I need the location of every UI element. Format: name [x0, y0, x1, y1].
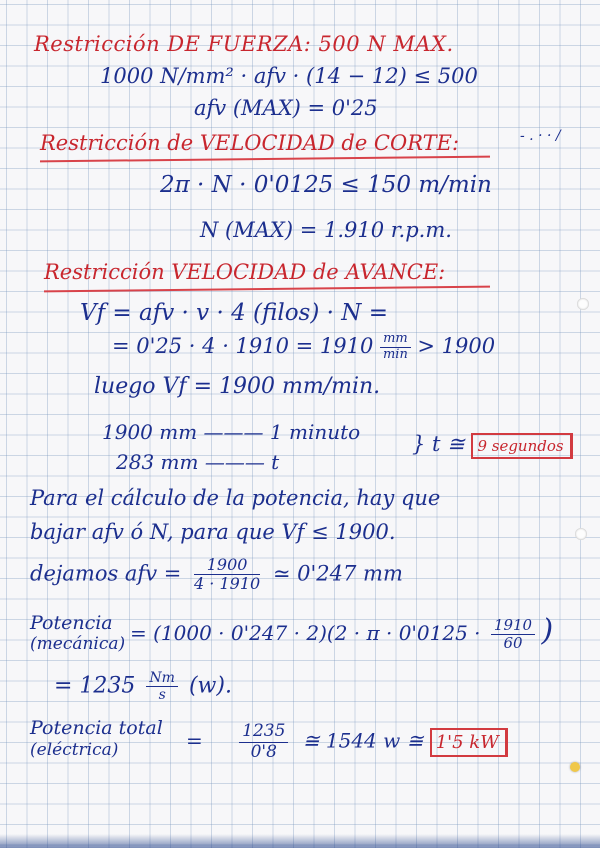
potencia-sub: (mecánica): [30, 633, 126, 654]
fraction-afv-den: 4 · 1910: [194, 574, 261, 594]
equation-vf: Vf = afv · v · 4 (filos) · N =: [80, 300, 388, 326]
vf-compare: > 1900: [417, 333, 496, 358]
binder-hole-bottom: [575, 528, 587, 540]
text-calculo-potencia: Para el cálculo de la potencia, hay que: [30, 486, 441, 510]
conclusion-vf: luego Vf = 1900 mm/min.: [94, 374, 381, 399]
result-t-boxed: 9 segundos: [471, 433, 572, 459]
potencia-total-sub: (eléctrica): [30, 739, 119, 760]
binder-hole-top: [577, 298, 589, 310]
page-bottom-edge: [0, 834, 600, 848]
rule-of-three-row2: 283 mm ——— t: [116, 450, 280, 474]
potencia-expr: = (1000 · 0'247 · 2)(2 · π · 0'0125 ·: [130, 621, 481, 645]
fraction-rpm: [491, 617, 535, 653]
unit-mm-per-min: [380, 332, 411, 363]
fraction-rpm-num: 1910: [491, 617, 535, 635]
yellow-dot: [570, 762, 580, 772]
equation-vf-numeric: [112, 332, 495, 363]
fraction-pt-den: 0'8: [250, 741, 277, 762]
heading-fuerza: Restricción DE FUERZA: 500 N MAX.: [34, 32, 454, 56]
unit-s: s: [158, 687, 166, 704]
equation-fuerza: 1000 N/mm² · afv · (14 − 12) ≤ 500: [100, 64, 478, 88]
dejamos-prefix: dejamos afv =: [30, 561, 182, 586]
fraction-afv-num: 1900: [194, 556, 260, 575]
potencia-close: ): [541, 613, 554, 648]
result-t-prefix: } t ≅: [412, 432, 465, 456]
potencia-total-result: ≅ 1544 w ≅: [302, 728, 424, 753]
label-potencia-total: [30, 718, 163, 760]
heading-velocidad-corte: Restricción de VELOCIDAD de CORTE:: [40, 131, 460, 155]
fraction-pt-num: 1235: [239, 722, 288, 743]
result-potencia-mecanica: [54, 670, 232, 703]
unit-num: mm: [380, 332, 411, 348]
equation-velocidad-corte: 2π · N · 0'0125 ≤ 150 m/min: [160, 172, 492, 198]
result-afv-max: afv (MAX) = 0'25: [194, 96, 378, 120]
underline-velocidad-avance: [44, 286, 490, 293]
potencia-total-label: Potencia total: [30, 717, 163, 739]
potencia-value: = 1235: [54, 673, 136, 699]
dejamos-result: ≃ 0'247 mm: [272, 561, 403, 586]
potencia-total-boxed: 1'5 kW: [430, 728, 508, 757]
unit-nm-per-s: [146, 670, 178, 703]
unit-den: min: [382, 346, 408, 362]
equation-potencia-mecanica: [130, 613, 554, 652]
unit-nm: Nm: [146, 670, 178, 687]
potencia-unit: (w).: [188, 673, 232, 699]
text-bajar-afv: bajar afv ó N, para que Vf ≤ 1900.: [30, 520, 396, 544]
potencia-total-eq: =: [186, 728, 203, 753]
stray-marks: - . · · /: [520, 128, 561, 144]
vf-numeric-text: = 0'25 · 4 · 1910 = 1910: [112, 333, 374, 358]
heading-velocidad-avance: Restricción VELOCIDAD de AVANCE:: [44, 260, 446, 284]
fraction-rpm-den: 60: [503, 634, 523, 652]
rule-of-three-row1: 1900 mm ——— 1 minuto: [102, 420, 361, 444]
result-n-max: N (MAX) = 1.910 r.p.m.: [200, 218, 452, 242]
rule-of-three-result: [412, 434, 573, 455]
potencia-label: Potencia: [30, 612, 113, 634]
label-potencia-mecanica: [30, 614, 125, 654]
fraction-potencia-total: [239, 722, 288, 762]
underline-velocidad-corte: [40, 156, 490, 163]
fraction-afv: [194, 556, 260, 594]
equation-potencia-total: [186, 722, 508, 762]
equation-dejamos-afv: [30, 556, 403, 594]
